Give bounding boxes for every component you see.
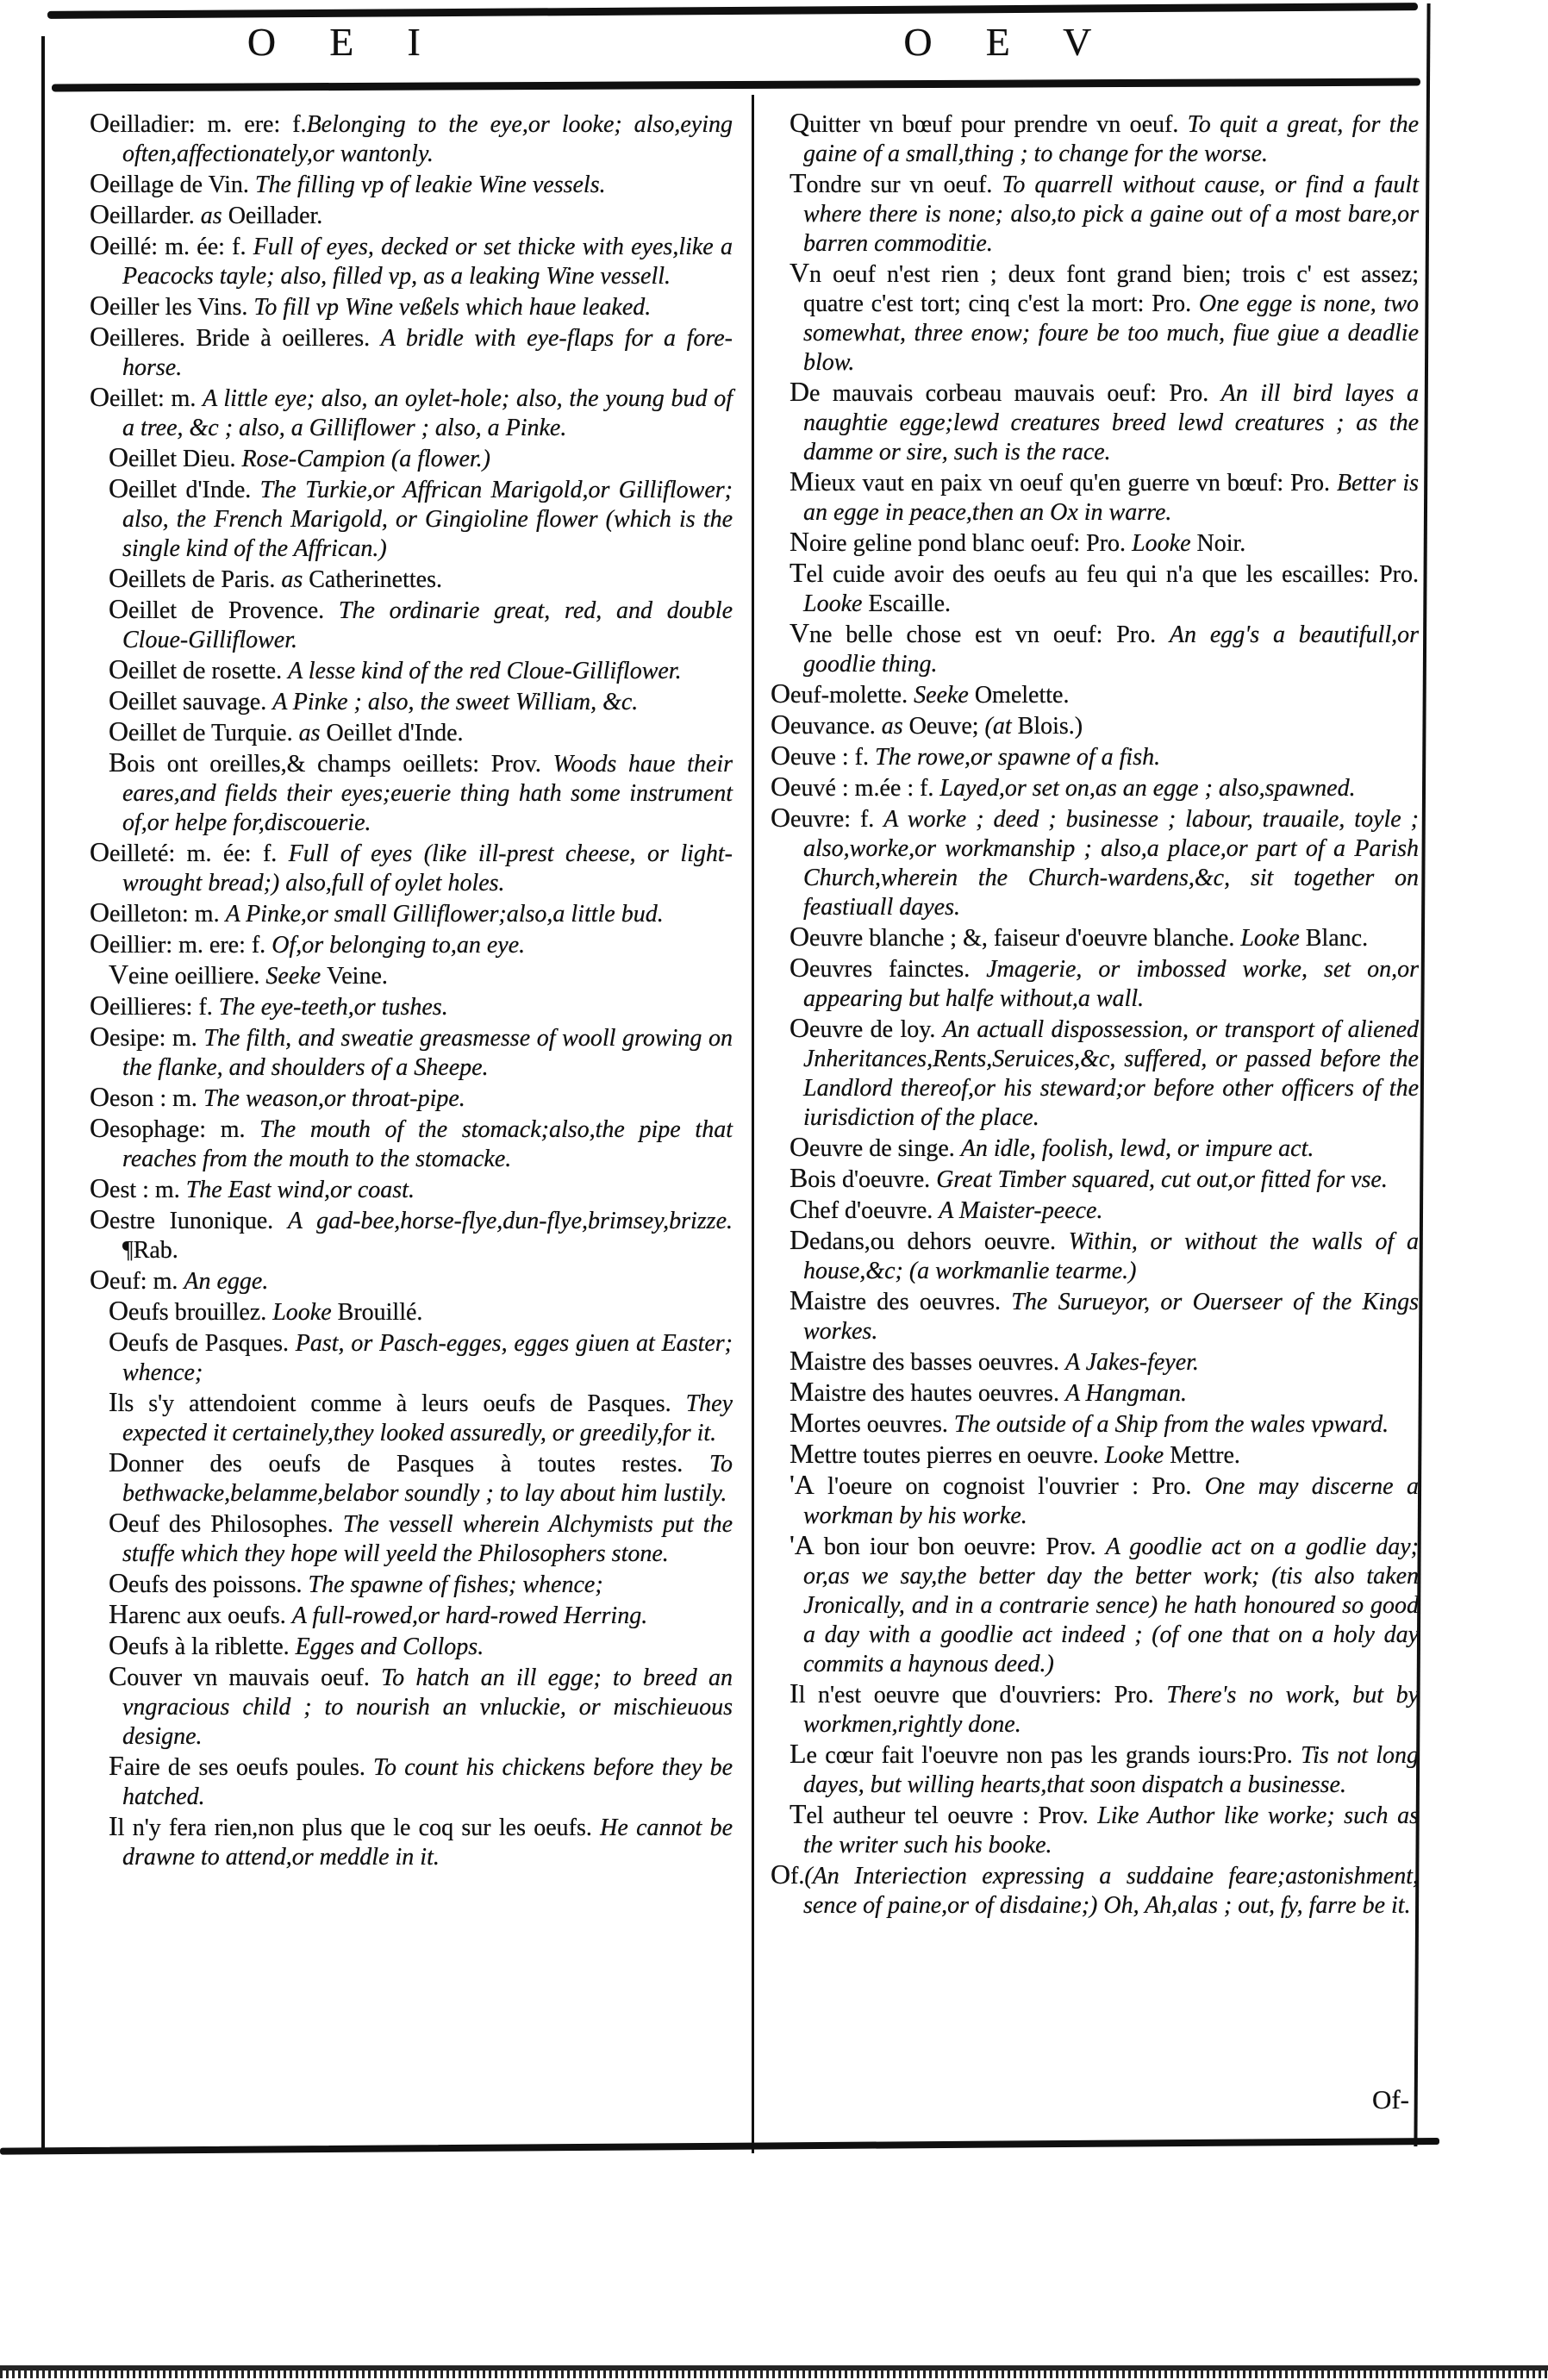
entry-gloss: A lesse kind of the red Cloue-Gilliflower. bbox=[288, 658, 682, 684]
dictionary-entry bbox=[90, 443, 733, 474]
entry-gloss: Like Author like worke; such as the writer such his booke. bbox=[803, 1802, 1419, 1858]
dictionary-entry bbox=[90, 322, 733, 383]
entry-gloss: The rowe,or spawne of a fish. bbox=[875, 744, 1161, 771]
entry-headword: Oestre Iunonique. bbox=[90, 1204, 288, 1234]
entry-headword: Vn oeuf n'est rien ; deux font grand bien; trois c' est assez; quatre c'est tort; cinq c'est la mort: Pro. bbox=[790, 258, 1419, 317]
entry-gloss: (at bbox=[984, 713, 1018, 740]
entry-headword: Noir. bbox=[1196, 530, 1246, 557]
dictionary-entry bbox=[771, 1164, 1419, 1195]
dictionary-entry bbox=[90, 991, 733, 1022]
dictionary-entry bbox=[771, 1531, 1419, 1679]
entry-headword: Maistre des oeuvres. bbox=[790, 1285, 1012, 1315]
entry-gloss: The spawne of fishes; whence; bbox=[308, 1571, 603, 1598]
dictionary-entry bbox=[771, 1014, 1419, 1133]
entry-gloss: To count his chickens before they be hatched. bbox=[122, 1754, 733, 1810]
entry-gloss: To fill vp Wine veßels which haue leaked. bbox=[253, 294, 652, 321]
entry-headword: Oeillieres: f. bbox=[90, 990, 219, 1021]
entry-headword: Veine oeilliere. bbox=[109, 959, 266, 990]
entry-headword: Oeillader. bbox=[228, 203, 323, 229]
top-border-rule bbox=[47, 3, 1418, 19]
entry-gloss: Of,or belonging to,an eye. bbox=[272, 932, 526, 959]
entry-gloss: One egge is none, two somewhat, three enow; foure be too much, fiue giue a deadlie blow. bbox=[803, 290, 1419, 376]
dictionary-entry bbox=[90, 960, 733, 991]
entry-gloss: Seeke bbox=[914, 682, 975, 709]
dictionary-entry bbox=[771, 1740, 1419, 1800]
entry-gloss: One may discerne a workman by his worke. bbox=[803, 1473, 1419, 1529]
entry-headword: Chef d'oeuvre. bbox=[790, 1194, 939, 1224]
entry-headword: Vne belle chose est vn oeuf: Pro. bbox=[790, 618, 1170, 648]
entry-headword: Oeillets de Paris. bbox=[109, 563, 282, 593]
entry-gloss: A full-rowed,or hard-rowed Herring. bbox=[291, 1602, 648, 1629]
entry-headword: Oeuvance. bbox=[771, 709, 882, 740]
entry-headword: Oeillet de Provence. bbox=[109, 594, 339, 624]
entry-headword: Oesophage: m. bbox=[90, 1113, 260, 1143]
entry-gloss: as bbox=[200, 203, 228, 229]
entry-gloss: (An Interiection expressing a suddaine feare;astonishment, sence of paine,or of disdaine;) Oh, Ah,alas ; out, fy, farre be it. bbox=[803, 1863, 1419, 1919]
dictionary-entry bbox=[90, 1569, 733, 1600]
entry-headword: Oeillage de Vin. bbox=[90, 168, 255, 198]
entry-headword: Oest : m. bbox=[90, 1173, 186, 1203]
entry-gloss: He cannot be drawne to attend,or meddle in it. bbox=[122, 1815, 733, 1871]
entry-gloss: The weason,or throat-pipe. bbox=[203, 1085, 465, 1112]
entry-headword: Oeuve : f. bbox=[771, 740, 876, 771]
dictionary-entry bbox=[90, 1509, 733, 1569]
dictionary-entry bbox=[90, 1662, 733, 1752]
dictionary-entry bbox=[90, 109, 733, 169]
entry-headword: Il n'y fera rien,non plus que le coq sur les oeufs. bbox=[109, 1811, 601, 1841]
entry-gloss: A Pinke ; also, the sweet William, &c. bbox=[272, 689, 639, 715]
entry-gloss: as bbox=[281, 566, 309, 593]
dictionary-entry bbox=[771, 922, 1419, 953]
entry-gloss: A Maister-peece. bbox=[939, 1197, 1103, 1224]
entry-headword: Oeufs des poissons. bbox=[109, 1568, 309, 1598]
entry-gloss: Seeke bbox=[265, 963, 328, 990]
page-bottom-scan-noise bbox=[0, 2365, 1548, 2378]
dictionary-entry bbox=[90, 717, 733, 748]
entry-gloss: Full of eyes (like ill-prest cheese, or light-wrought bread;) also,full of oylet holes. bbox=[122, 840, 733, 896]
entry-headword: Quitter vn bœuf pour prendre vn oeuf. bbox=[790, 108, 1188, 138]
running-header-right: O E V bbox=[903, 20, 1114, 64]
entry-gloss: To quarrell without cause, or find a fault where there is none; also,to pick a gaine out of a most bare,or barren commoditie. bbox=[803, 172, 1419, 257]
entry-headword: Oeuvre blanche ; &, faiseur d'oeuvre blanche. bbox=[790, 921, 1241, 952]
entry-headword: Oeuvres fainctes. bbox=[790, 953, 987, 983]
dictionary-entry bbox=[771, 741, 1419, 772]
entry-gloss: There's no work, but by workmen,rightly done. bbox=[803, 1682, 1419, 1738]
dictionary-entry bbox=[771, 378, 1419, 467]
dictionary-entry bbox=[771, 679, 1419, 710]
dictionary-entry bbox=[90, 686, 733, 717]
entry-gloss: Jmagerie, or imbossed worke, set on,or appearing but halfe without,a wall. bbox=[803, 956, 1419, 1012]
dictionary-entry bbox=[90, 1174, 733, 1205]
entry-gloss: The mouth of the stomack;also,the pipe that reaches from the mouth to the stomacke. bbox=[122, 1116, 733, 1172]
dictionary-entry bbox=[90, 929, 733, 960]
entry-headword: Omelette. bbox=[974, 682, 1070, 709]
entry-headword: Oeufs de Pasques. bbox=[109, 1327, 296, 1357]
entry-headword: Oeillet de rosette. bbox=[109, 654, 289, 684]
entry-headword: Donner des oeufs de Pasques à toutes restes. bbox=[109, 1447, 709, 1477]
dictionary-entry bbox=[90, 1114, 733, 1174]
entry-headword: Mettre. bbox=[1170, 1442, 1240, 1469]
right-column bbox=[771, 109, 1419, 1921]
dictionary-entry bbox=[771, 1800, 1419, 1860]
entry-gloss: Rose-Campion (a flower.) bbox=[241, 446, 490, 472]
dictionary-entry bbox=[90, 1388, 733, 1448]
entry-gloss: Woods haue their eares,and fields their eyes;euerie thing hath some instrument of,or helpe for,discouerie. bbox=[122, 751, 733, 836]
entry-gloss: The eye-teeth,or tushes. bbox=[218, 994, 448, 1021]
entry-gloss: A bridle with eye-flaps for a fore-horse. bbox=[122, 325, 733, 381]
dictionary-entry bbox=[90, 1205, 733, 1265]
dictionary-entry bbox=[90, 1327, 733, 1388]
entry-headword: Oeillier: m. ere: f. bbox=[90, 928, 272, 959]
entry-headword: Oeilleté: m. ée: f. bbox=[90, 837, 289, 867]
entry-gloss: Looke bbox=[1132, 530, 1197, 557]
dictionary-entry bbox=[90, 1265, 733, 1296]
entry-headword: Oeuvre: f. bbox=[771, 803, 884, 833]
entry-gloss: Belonging to the eye,or looke; also,eying often,affectionately,or wantonly. bbox=[122, 111, 733, 167]
entry-headword: Oeilleres. Bride à oeilleres. bbox=[90, 322, 381, 352]
entry-gloss: Full of eyes, decked or set thicke with eyes,like a Peacocks tayle; also, filled vp, as a leaking Wine vessell. bbox=[122, 234, 733, 290]
left-column bbox=[90, 109, 733, 1872]
entry-gloss: An ill bird layes a naughtie egge;lewd creatures breed lewd creatures ; as the damme or sire, such is the race. bbox=[803, 380, 1419, 465]
entry-headword: Escaille. bbox=[868, 590, 952, 617]
entry-headword: Maistre des hautes oeuvres. bbox=[790, 1377, 1065, 1407]
entry-headword: Tel cuide avoir des oeufs au feu qui n'a que les escailles: Pro. bbox=[790, 558, 1419, 588]
dictionary-entry bbox=[90, 1022, 733, 1083]
entry-headword: Oeufs à la riblette. bbox=[109, 1630, 296, 1660]
entry-gloss: An egg's a beautifull,or goodlie thing. bbox=[803, 622, 1419, 678]
entry-gloss: The outside of a Ship from the wales vpward. bbox=[953, 1411, 1389, 1438]
entry-gloss: Within, or without the walls of a house,&c; (a workmanlie tearme.) bbox=[803, 1228, 1419, 1284]
entry-headword: Catherinettes. bbox=[309, 566, 442, 593]
dictionary-entry bbox=[90, 1296, 733, 1327]
entry-headword: Oeuf: m. bbox=[90, 1265, 184, 1295]
entry-gloss: The filling vp of leakie Wine vessels. bbox=[254, 172, 606, 198]
dictionary-entry bbox=[90, 595, 733, 655]
entry-gloss: The Surueyor, or Ouerseer of the Kings workes. bbox=[803, 1289, 1419, 1345]
entry-headword: De mauvais corbeau mauvais oeuf: Pro. bbox=[790, 377, 1221, 407]
dictionary-entry bbox=[771, 1440, 1419, 1471]
entry-headword: Oeillet sauvage. bbox=[109, 685, 273, 715]
entry-gloss: To bethwacke,belamme,belabor soundly ; to lay about him lustily. bbox=[122, 1451, 733, 1507]
entry-headword: Mieux vaut en paix vn oeuf qu'en guerre vn bœuf: Pro. bbox=[790, 466, 1337, 497]
entry-headword: Oeillarder. bbox=[90, 199, 201, 229]
dictionary-entry bbox=[771, 528, 1419, 559]
entry-headword: Oeillet d'Inde. bbox=[326, 720, 464, 746]
entry-gloss: They expected it certainely,they looked assuredly, or greedily,for it. bbox=[122, 1390, 733, 1446]
dictionary-entry bbox=[90, 474, 733, 564]
dictionary-entry bbox=[90, 838, 733, 898]
dictionary-entry bbox=[771, 1679, 1419, 1740]
entry-gloss: Egges and Collops. bbox=[295, 1634, 484, 1660]
dictionary-entry bbox=[771, 169, 1419, 259]
entry-gloss: Looke bbox=[1240, 925, 1306, 952]
entry-gloss: An actuall dispossession, or transport of aliened Jnheritances,Rents,Seruices,&c, suffered, or passed before the Landlord thereof,or his steward;or before other officers of the iurisdiction of the place. bbox=[803, 1016, 1419, 1131]
entry-gloss: Great Timber squared, cut out,or fitted for vse. bbox=[936, 1166, 1388, 1193]
entry-headword: Oeufs brouillez. bbox=[109, 1296, 273, 1326]
entry-gloss: A worke ; deed ; businesse ; labour, trauaile, toyle ; also,worke,or workmanship ; also,a place,or part of a Parish Church,wherein the Church-wardens,&c, sit together on feastiuall dayes. bbox=[803, 806, 1419, 921]
dictionary-entry bbox=[90, 655, 733, 686]
dictionary-entry bbox=[771, 1346, 1419, 1377]
header-divider-rule bbox=[52, 78, 1420, 92]
catchword: Of- bbox=[1371, 2084, 1409, 2115]
entry-headword: Oeilladier: m. ere: f. bbox=[90, 108, 307, 138]
entry-headword: ¶Rab. bbox=[122, 1237, 178, 1264]
entry-gloss: The vessell wherein Alchymists put the stuffe which they hope will yeeld the Philosophers stone. bbox=[122, 1511, 733, 1567]
entry-headword: Bois ont oreilles,& champs oeillets: Prov. bbox=[109, 747, 553, 778]
entry-headword: Veine. bbox=[327, 963, 388, 990]
entry-headword: 'A bon iour bon oeuvre: Prov. bbox=[790, 1530, 1106, 1560]
dictionary-entry bbox=[771, 1195, 1419, 1226]
dictionary-entry bbox=[771, 1860, 1419, 1921]
entry-headword: Bois d'oeuvre. bbox=[790, 1163, 937, 1193]
entry-headword: Oeiller les Vins. bbox=[90, 290, 254, 321]
entry-headword: Ils s'y attendoient comme à leurs oeufs de Pasques. bbox=[109, 1387, 686, 1417]
entry-gloss: Looke bbox=[803, 590, 869, 617]
entry-gloss: To quit a great, for the gaine of a small,thing ; to change for the worse. bbox=[803, 111, 1419, 167]
entry-gloss: An idle, foolish, lewd, or impure act. bbox=[960, 1135, 1314, 1162]
page-border-left bbox=[41, 36, 45, 2150]
entry-headword: Faire de ses oeufs poules. bbox=[109, 1751, 374, 1781]
entry-headword: Oeuvé : m.ée : f. bbox=[771, 771, 940, 802]
dictionary-entry bbox=[90, 383, 733, 443]
dictionary-entry bbox=[771, 1471, 1419, 1531]
column-divider-rule bbox=[752, 95, 754, 2153]
dictionary-entry bbox=[90, 1631, 733, 1662]
entry-gloss: Layed,or set on,as an egge ; also,spawned. bbox=[939, 775, 1356, 802]
entry-headword: Brouillé. bbox=[337, 1299, 423, 1326]
entry-gloss: The filth, and sweatie greasmesse of wooll growing on the flanke, and shoulders of a Sheepe. bbox=[122, 1025, 733, 1081]
entry-headword: Oeuf-molette. bbox=[771, 678, 914, 709]
dictionary-entry bbox=[90, 169, 733, 200]
entry-headword: Maistre des basses oeuvres. bbox=[790, 1346, 1065, 1376]
dictionary-entry bbox=[771, 1226, 1419, 1286]
running-header-left: O E I bbox=[247, 20, 443, 64]
entry-headword: Blois.) bbox=[1017, 713, 1083, 740]
dictionary-entry bbox=[771, 1409, 1419, 1440]
dictionary-entry bbox=[90, 291, 733, 322]
entry-gloss: A Hangman. bbox=[1064, 1380, 1187, 1407]
dictionary-entry bbox=[90, 564, 733, 595]
entry-headword: Oeillet: m. bbox=[90, 382, 203, 412]
entry-gloss: The Turkie,or Affrican Marigold,or Gilliflower; also, the French Marigold, or Gingioline flower (which is the single kind of the Affrican.) bbox=[122, 477, 733, 562]
entry-headword: Oeuvre de loy. bbox=[790, 1013, 943, 1043]
entry-gloss: The ordinarie great, red, and double Cloue-Gilliflower. bbox=[122, 597, 733, 653]
dictionary-entry bbox=[771, 109, 1419, 169]
dictionary-entry bbox=[771, 1377, 1419, 1409]
entry-gloss: A little eye; also, an oylet-hole; also, the young bud of a tree, &c ; also, a Gilliflower ; also, a Pinke. bbox=[122, 385, 733, 441]
entry-headword: Harenc aux oeufs. bbox=[109, 1599, 292, 1629]
entry-gloss: An egge. bbox=[184, 1268, 269, 1295]
entry-headword: Oeuf des Philosophes. bbox=[109, 1508, 343, 1538]
entry-headword: Tel autheur tel oeuvre : Prov. bbox=[790, 1799, 1098, 1829]
dictionary-entry bbox=[90, 1752, 733, 1812]
entry-headword: Tondre sur vn oeuf. bbox=[790, 168, 1002, 198]
dictionary-entry bbox=[771, 953, 1419, 1014]
entry-headword: Oeillet Dieu. bbox=[109, 442, 242, 472]
entry-headword: Il n'est oeuvre que d'ouvriers: Pro. bbox=[790, 1678, 1167, 1708]
entry-gloss: To hatch an ill egge; to breed an vngracious child ; to nourish an vnluckie, or mischieuous designe. bbox=[122, 1665, 733, 1750]
bottom-border-rule bbox=[0, 2138, 1439, 2155]
dictionary-entry bbox=[771, 1133, 1419, 1164]
entry-gloss: A Pinke,or small Gilliflower;also,a little bud. bbox=[225, 901, 664, 928]
entry-headword: 'A l'oeure on cognoist l'ouvrier : Pro. bbox=[790, 1470, 1205, 1500]
dictionary-entry bbox=[90, 898, 733, 929]
dictionary-entry bbox=[771, 710, 1419, 741]
entry-gloss: Looke bbox=[272, 1299, 338, 1326]
entry-headword: Le cœur fait l'oeuvre non pas les grands iours:Pro. bbox=[790, 1739, 1301, 1769]
entry-headword: Oeson : m. bbox=[90, 1082, 203, 1112]
entry-headword: Oeuve; bbox=[908, 713, 985, 740]
dictionary-entry bbox=[90, 231, 733, 291]
entry-gloss: Looke bbox=[1104, 1442, 1170, 1469]
entry-headword: Dedans,ou dehors oeuvre. bbox=[790, 1225, 1069, 1255]
entry-headword: Noire geline pond blanc oeuf: Pro. bbox=[790, 527, 1133, 557]
dictionary-entry bbox=[771, 772, 1419, 803]
entry-headword: Mortes oeuvres. bbox=[790, 1408, 954, 1438]
entry-gloss: A gad-bee,horse-flye,dun-flye,brimsey,brizze. bbox=[287, 1208, 733, 1234]
dictionary-entry bbox=[90, 1812, 733, 1872]
entry-headword: Oeillé: m. ée: f. bbox=[90, 230, 253, 260]
entry-gloss: The East wind,or coast. bbox=[185, 1177, 415, 1203]
entry-headword: Oeillet d'Inde. bbox=[109, 473, 260, 503]
dictionary-entry bbox=[90, 1083, 733, 1114]
entry-headword: Oesipe: m. bbox=[90, 1021, 204, 1052]
entry-headword: Mettre toutes pierres en oeuvre. bbox=[790, 1439, 1105, 1469]
dictionary-entry bbox=[771, 1286, 1419, 1346]
dictionary-entry bbox=[90, 200, 733, 231]
entry-headword: Oeuvre de singe. bbox=[790, 1132, 961, 1162]
entry-gloss: A Jakes-feyer. bbox=[1064, 1349, 1199, 1376]
entry-gloss: A goodlie act on a godlie day; or,as we say,the better day the better work; (tis also taken Jronically, and in a contrarie sence) he hath honoured so good a day with a goodlie act indeed ; (of one that on a holy day commits a haynous deed.) bbox=[803, 1534, 1419, 1677]
dictionary-entry bbox=[90, 748, 733, 838]
dictionary-entry bbox=[90, 1448, 733, 1509]
entry-headword: Oeillet de Turquie. bbox=[109, 716, 299, 746]
entry-gloss: Tis not long dayes, but willing hearts,that soon dispatch a businesse. bbox=[803, 1742, 1420, 1798]
entry-gloss: Past, or Pasch-egges, egges giuen at Easter; whence; bbox=[122, 1330, 733, 1386]
dictionary-entry bbox=[771, 803, 1419, 922]
dictionary-entry bbox=[90, 1600, 733, 1631]
dictionary-entry bbox=[771, 467, 1419, 528]
entry-headword: Couver vn mauvais oeuf. bbox=[109, 1661, 382, 1691]
entry-gloss: as bbox=[881, 713, 909, 740]
dictionary-entry bbox=[771, 559, 1419, 619]
entry-headword: Of. bbox=[771, 1859, 805, 1890]
dictionary-entry bbox=[771, 619, 1419, 679]
dictionary-entry bbox=[771, 259, 1419, 378]
entry-gloss: Better is an egge in peace,then an Ox in warre. bbox=[803, 470, 1420, 526]
entry-gloss: as bbox=[298, 720, 327, 746]
entry-headword: Blanc. bbox=[1305, 925, 1369, 952]
entry-headword: Oeilleton: m. bbox=[90, 897, 226, 928]
